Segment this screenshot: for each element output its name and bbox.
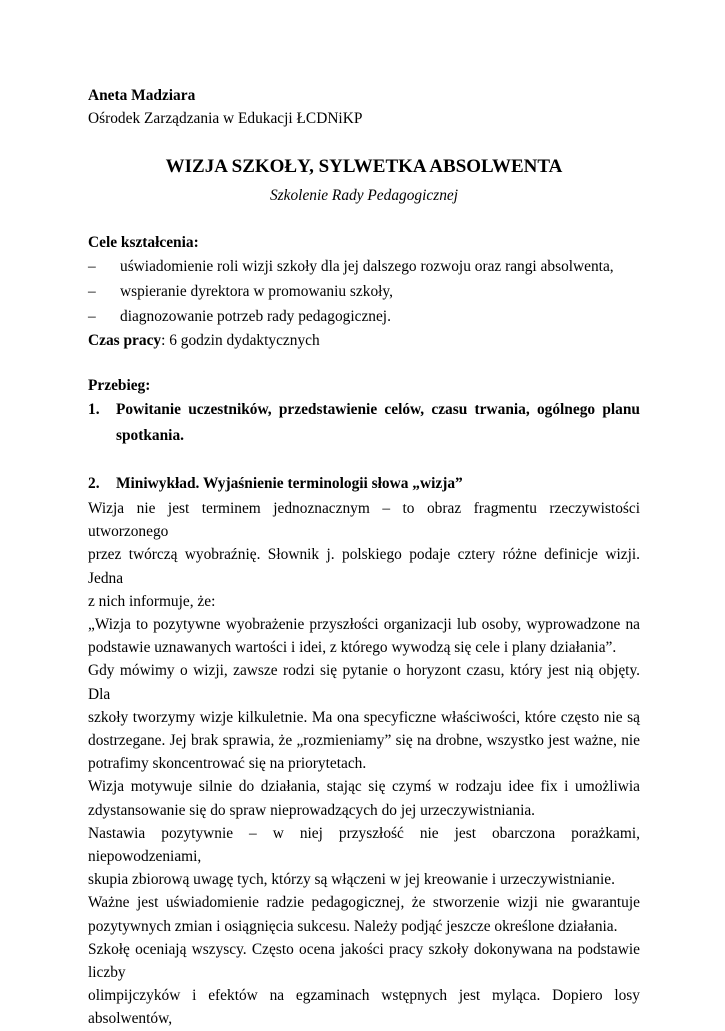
text-line: z nich informuje, że: bbox=[88, 592, 216, 610]
list-item bbox=[88, 279, 640, 304]
list-item bbox=[88, 254, 640, 279]
step-text: Miniwykład. Wyjaśnienie terminologii słowa „wizja” bbox=[116, 475, 463, 492]
body-text bbox=[88, 497, 640, 1031]
text-line: Szkołę oceniają wszyscy. Często ocena jakości pracy szkoły dokonywana na podstawie liczby bbox=[88, 940, 640, 982]
step-text-line: Powitanie uczestników, przedstawienie celów, czasu trwania, ogólnego planu bbox=[116, 401, 640, 418]
work-time-label: Czas pracy bbox=[88, 332, 162, 349]
text-line: Gdy mówimy o wizji, zawsze rodzi się pytanie o horyzont czasu, który jest nią objęty. Dla bbox=[88, 662, 640, 703]
text-line: przez twórczą wyobraźnię. Słownik j. polskiego podaje cztery różne definicje wizji. Jedna bbox=[88, 546, 640, 587]
work-time bbox=[88, 329, 640, 352]
course-step-1 bbox=[88, 397, 640, 449]
text-line: Nastawia pozytywnie – w niej przyszłość nie jest obarczona porażkami, niepowodzeniami, bbox=[88, 824, 640, 866]
text-line: potrafimy skoncentrować się na priorytetach. bbox=[88, 755, 367, 773]
text-line: dostrzegane. Jej brak sprawia, że „rozmieniamy” się na drobne, wszystko jest ważne, nie bbox=[88, 732, 640, 750]
text-line: podstawie uznawanych wartości i idei, z którego wywodzą się cele i plany działania”. bbox=[88, 639, 617, 657]
step-text-line: spotkania. bbox=[116, 427, 185, 444]
document-page bbox=[88, 84, 640, 1031]
course-heading: Przebieg: bbox=[88, 377, 151, 394]
author-name: Aneta Madziara bbox=[88, 87, 196, 104]
goals-heading: Cele kształcenia: bbox=[88, 234, 199, 251]
author-affiliation: Ośrodek Zarządzania w Edukacji ŁCDNiKP bbox=[88, 110, 363, 127]
text-line: Ważne jest uświadomienie radzie pedagogicznej, że stworzenie wizji nie gwarantuje bbox=[88, 894, 640, 912]
list-item-text: diagnozowanie potrzeb rady pedagogicznej. bbox=[120, 308, 391, 325]
text-line: zdystansowanie się do spraw nieprowadzących do jej urzeczywistniania. bbox=[88, 801, 536, 819]
text-line: Wizja motywuje silnie do działania, stając się czymś w rodzaju idee fix i umożliwia bbox=[88, 778, 640, 796]
course-step-2 bbox=[88, 471, 640, 497]
text-line: szkoły tworzymy wizje kilkuletnie. Ma ona specyficzne właściwości, które często nie są bbox=[88, 708, 640, 726]
list-item-text: wspieranie dyrektora w promowaniu szkoły, bbox=[120, 283, 393, 300]
text-line: skupia zbiorową uwagę tych, którzy są włączeni w jej kreowanie i urzeczywistnianie. bbox=[88, 871, 615, 889]
text-line: pozytywnych zmian i osiągnięcia sukcesu. Należy podjąć jeszcze określone działania. bbox=[88, 917, 618, 935]
step-number: 2. bbox=[88, 475, 100, 492]
text-line: „Wizja to pozytywne wyobrażenie przyszłości organizacji lub osoby, wyprowadzone na bbox=[88, 616, 640, 634]
list-item-text: uświadomienie roli wizji szkoły dla jej dalszego rozwoju oraz rangi absolwenta, bbox=[120, 258, 614, 275]
step-number: 1. bbox=[88, 401, 100, 418]
dash-marker: – bbox=[88, 283, 96, 300]
work-time-value: : 6 godzin dydaktycznych bbox=[161, 332, 320, 349]
text-line: Wizja nie jest terminem jednoznacznym – to obraz fragmentu rzeczywistości utworzonego bbox=[88, 500, 640, 541]
document-subtitle: Szkolenie Rady Pedagogicznej bbox=[269, 187, 459, 204]
text-line: olimpijczyków i efektów na egzaminach wstępnych jest myląca. Dopiero losy absolwentów, bbox=[88, 987, 640, 1028]
goals-list bbox=[88, 254, 640, 329]
document-title: WIZJA SZKOŁY, SYLWETKA ABSOLWENTA bbox=[165, 156, 563, 177]
dash-marker: – bbox=[88, 258, 96, 275]
list-item bbox=[88, 304, 640, 329]
dash-marker: – bbox=[88, 308, 96, 325]
